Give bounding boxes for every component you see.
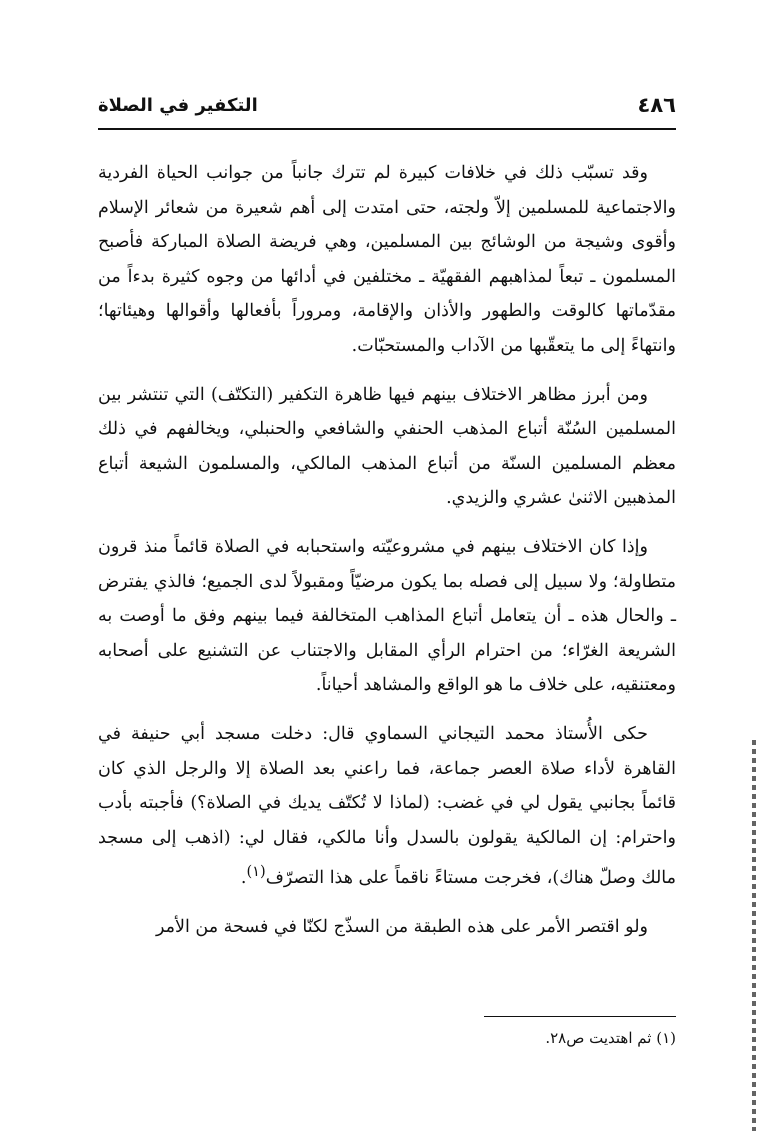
footnote-text: ثم اهتديت ص٢٨. [545,1029,652,1047]
scan-edge-mark [752,740,756,1131]
footnote-number: (١) [656,1029,676,1047]
paragraph-1: وقد تسبّب ذلك في خلافات كبيرة لم تترك جانباً من جوانب الحياة الفردية والاجتماعية للمسلمين إلاّ ولجته، حتى امتدت إلى أهم شعيرة من شعائر الإسلام وأقوى وشيجة من الوشائج بين المسلمين، وهي فريضة الصلاة المباركة فأصبح المسلمون ـ تبعاً لمذاهبهم الفقهيّة ـ مختلفين في أدائها من وجوه كثيرة بدءاً من مقدّماتها كالوقت والطهور والأذان والإقامة، ومروراً بأفعالها وأقوالها وهيئاتها؛ وانتهاءً إلى ما يتعقّبها من الآداب والمستحبّات. [98,163,676,356]
running-header [98,88,676,122]
paragraph-3: وإذا كان الاختلاف بينهم في مشروعيّته واستحبابه في الصلاة قائماً منذ قرون متطاولة؛ ولا سبيل إلى فصله بما يكون مرضيّاً ومقبولاً لدى الجميع؛ فالذي يفترض ـ والحال هذه ـ أن يتعامل أتباع المذاهب المتخالفة فيما بينهم وفق ما أوصت به الشريعة الغرّاء؛ من احترام الرأي المقابل والاجتناب عن التشنيع على أصحابه ومعتنقيه، على خلاف ما هو الواقع والمشاهد أحياناً. [98,536,676,696]
paragraph-5: ولو اقتصر الأمر على هذه الطبقة من السذّج لكنّا في فسحة من الأمر [155,916,648,937]
footnote-reference: (١) [246,863,266,881]
footnote-rule [484,1016,676,1017]
running-title: التكفير في الصلاة [98,94,258,116]
paragraph-2: ومن أبرز مظاهر الاختلاف بينهم فيها ظاهرة التكفير (التكتّف) التي تنتشر بين المسلمين السُنّة أتباع المذهب الحنفي والشافعي والحنبلي، ويخالفهم في ذلك معظم المسلمين السنّة من أتباع المذهب المالكي، والمسلمون الشيعة أتباع المذهبين الاثنىٰ عشري والزيدي. [98,384,676,509]
header-rule [98,128,676,130]
body-text [98,156,676,944]
paragraph-4: حكى الأُستاذ محمد التيجاني السماوي قال: دخلت مسجد أبي حنيفة في القاهرة لأداء صلاة العصر جماعة، فما راعني بعد الصلاة إلا والرجل الذي كان قائماً بجانبي يقول لي في غضب: (لماذا لا تُكتّف يديك في الصلاة؟) فأجبته بأدب واحترام: إن المالكية يقولون بالسدل وأنا مالكي، فقال لي: (اذهب إلى مسجد مالك وصلّ هناك)، فخرجت مستاءً ناقماً على هذا التصرّف$^{(١)}$. [98,723,676,889]
footnote [300,1026,676,1050]
paragraph-4-text: حكى الأُستاذ محمد التيجاني السماوي قال: دخلت مسجد أبي حنيفة في القاهرة لأداء صلاة العصر جماعة، فما راعني بعد الصلاة إلا والرجل الذي كان قائماً بجانبي يقول لي في غضب: (لماذا لا تُكتّف يديك في الصلاة؟) فأجبته بأدب واحترام: إن المالكية يقولون بالسدل وأنا مالكي، فقال لي: (اذهب إلى مسجد مالك وصلّ هناك)، فخرجت مستاءً ناقماً على هذا التصرّف [98,723,676,889]
page-number: ٤٨٦ [637,93,676,117]
